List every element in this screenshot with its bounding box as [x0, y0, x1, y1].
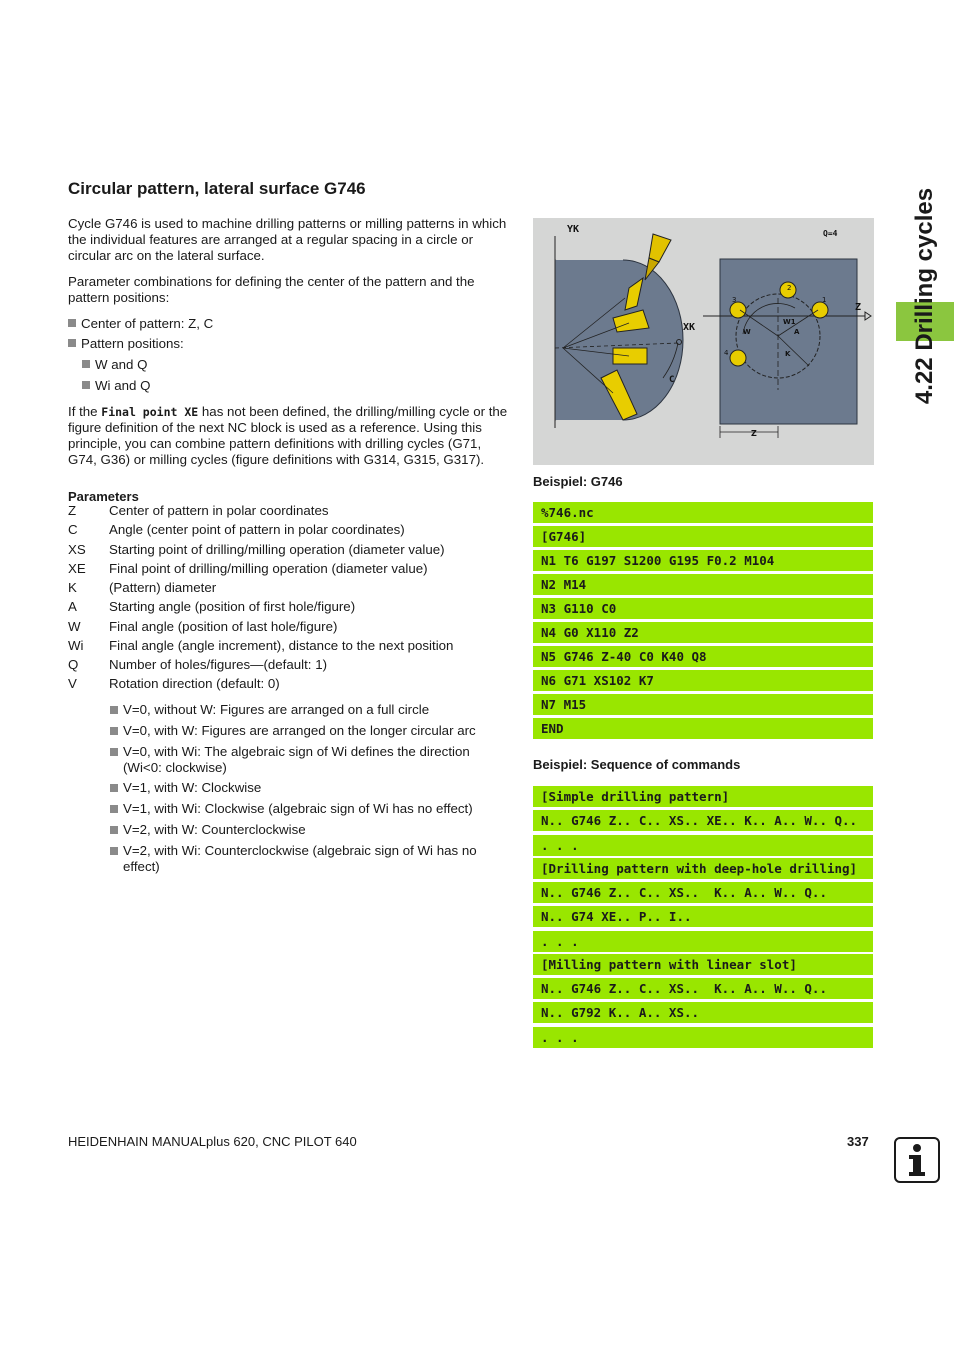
- code-line: [Simple drilling pattern]: [533, 786, 873, 807]
- code-line: N.. G746 Z.. C.. XS.. K.. A.. W.. Q..: [533, 978, 873, 999]
- code-line: . . .: [533, 1027, 873, 1048]
- sub-bullet-w-q: W and Q: [82, 357, 147, 373]
- code-line: N3 G110 C0: [533, 598, 873, 619]
- bullet-positions: Pattern positions:: [68, 336, 184, 352]
- bullet-square-icon: [110, 805, 118, 813]
- note-paragraph: If the Final point XE has not been defined, the drilling/milling cycle or the figure definition of the next NC block is used as a reference. Using this principle, you can combine pattern definitions with drilling cycles (G71, G74, G36) or milling cycles (figure definitions with G314, G315, G317).: [68, 404, 508, 467]
- param-row: V Rotation direction (default: 0): [68, 676, 280, 691]
- fig-label-n1: 1: [822, 296, 827, 304]
- bullet-square-icon: [110, 847, 118, 855]
- code-line: %746.nc: [533, 502, 873, 523]
- param-row: W Final angle (position of last hole/figure): [68, 619, 338, 634]
- code-line: N6 G71 XS102 K7: [533, 670, 873, 691]
- code-line: END: [533, 718, 873, 739]
- bullet-square-icon: [68, 319, 76, 327]
- code-line: N.. G74 XE.. P.. I..: [533, 906, 873, 927]
- hole-shape: [613, 348, 647, 364]
- footer-text: HEIDENHAIN MANUALplus 620, CNC PILOT 640: [68, 1134, 357, 1149]
- fig-label-n4: 4: [724, 349, 729, 357]
- fig-label-xk: XK: [683, 322, 696, 333]
- intro-paragraph-2: Parameter combinations for defining the center of the pattern and the pattern positions:: [68, 274, 475, 305]
- section-title: Circular pattern, lateral surface G746: [68, 179, 366, 198]
- bullet-square-icon: [82, 360, 90, 368]
- v-option: V=0, with Wi: The algebraic sign of Wi defines the direction (Wi<0: clockwise): [110, 744, 510, 776]
- bullet-square-icon: [110, 748, 118, 756]
- param-row: A Starting angle (position of first hole/figure): [68, 599, 356, 614]
- code-line: . . .: [533, 931, 873, 952]
- param-row: C Angle (center point of pattern in polar coordinates): [68, 522, 405, 537]
- note-code: Final point XE: [101, 405, 199, 419]
- chapter-title: 4.22 Drilling cycles: [911, 187, 938, 405]
- bullet-square-icon: [110, 706, 118, 714]
- intro-paragraph-1: Cycle G746 is used to machine drilling patterns or milling patterns in which the individual features are arranged at a regular spacing in a circle or circular arc on the lateral surface.: [68, 216, 507, 263]
- fig-label-w: W: [743, 328, 751, 336]
- param-row: Wi Final angle (angle increment), distance to the next position: [68, 638, 454, 653]
- v-option: V=2, with Wi: Counterclockwise (algebraic sign of Wi has no effect): [110, 843, 510, 875]
- example2-caption: Beispiel: Sequence of commands: [533, 757, 741, 772]
- fig-label-n2: 2: [787, 284, 792, 292]
- code-line: N.. G746 Z.. C.. XS.. XE.. K.. A.. W.. Q..: [533, 810, 873, 831]
- fig-label-z: Z: [855, 302, 862, 313]
- code-line: [Milling pattern with linear slot]: [533, 954, 873, 975]
- fig-label-yk: YK: [567, 224, 580, 235]
- param-row: Q Number of holes/figures—(default: 1): [68, 657, 328, 672]
- fig-label-a: A: [794, 328, 800, 336]
- example1-caption: Beispiel: G746: [533, 474, 623, 489]
- bullet-center: Center of pattern: Z, C: [68, 316, 213, 332]
- code-line: [G746]: [533, 526, 873, 547]
- bullet-square-icon: [110, 727, 118, 735]
- bullet-square-icon: [110, 784, 118, 792]
- param-row: K (Pattern) diameter: [68, 580, 217, 595]
- sub-bullet-wi-q: Wi and Q: [82, 378, 150, 394]
- code-line: N7 M15: [533, 694, 873, 715]
- drill-tool-icon: [649, 234, 671, 262]
- code-line: N1 T6 G197 S1200 G195 F0.2 M104: [533, 550, 873, 571]
- pattern-diagram: [533, 218, 874, 465]
- fig-label-q: Q=4: [823, 229, 838, 238]
- bullet-square-icon: [68, 339, 76, 347]
- v-option: V=2, with W: Counterclockwise: [110, 822, 510, 838]
- code-line: . . .: [533, 835, 873, 856]
- fig-label-c: C: [669, 375, 675, 385]
- param-row: XS Starting point of drilling/milling operation (diameter value): [68, 542, 445, 557]
- fig-label-k: K: [785, 350, 791, 358]
- code-line: N.. G746 Z.. C.. XS.. K.. A.. W.. Q..: [533, 882, 873, 903]
- info-icon: [894, 1137, 940, 1183]
- param-row: Z Center of pattern in polar coordinates: [68, 503, 329, 518]
- code-line: [Drilling pattern with deep-hole drilling]: [533, 858, 873, 879]
- bullet-square-icon: [110, 826, 118, 834]
- code-line: N5 G746 Z-40 C0 K40 Q8: [533, 646, 873, 667]
- code-line: N.. G792 K.. A.. XS..: [533, 1002, 873, 1023]
- code-line: N2 M14: [533, 574, 873, 595]
- bullet-square-icon: [82, 381, 90, 389]
- v-option: V=1, with Wi: Clockwise (algebraic sign of Wi has no effect): [110, 801, 510, 817]
- fig-label-w1: W1: [783, 318, 796, 326]
- fig-label-zdim: Z: [751, 429, 757, 438]
- pattern-diagram-svg: [533, 218, 874, 465]
- param-row: XE Final point of drilling/milling operation (diameter value): [68, 561, 428, 576]
- v-option: V=1, with W: Clockwise: [110, 780, 510, 796]
- page-number: 337: [847, 1134, 869, 1149]
- fig-label-n3: 3: [732, 296, 737, 304]
- v-option: V=0, with W: Figures are arranged on the longer circular arc: [110, 723, 510, 739]
- parameters-heading: Parameters: [68, 489, 139, 504]
- v-option: V=0, without W: Figures are arranged on a full circle: [110, 702, 510, 718]
- code-line: N4 G0 X110 Z2: [533, 622, 873, 643]
